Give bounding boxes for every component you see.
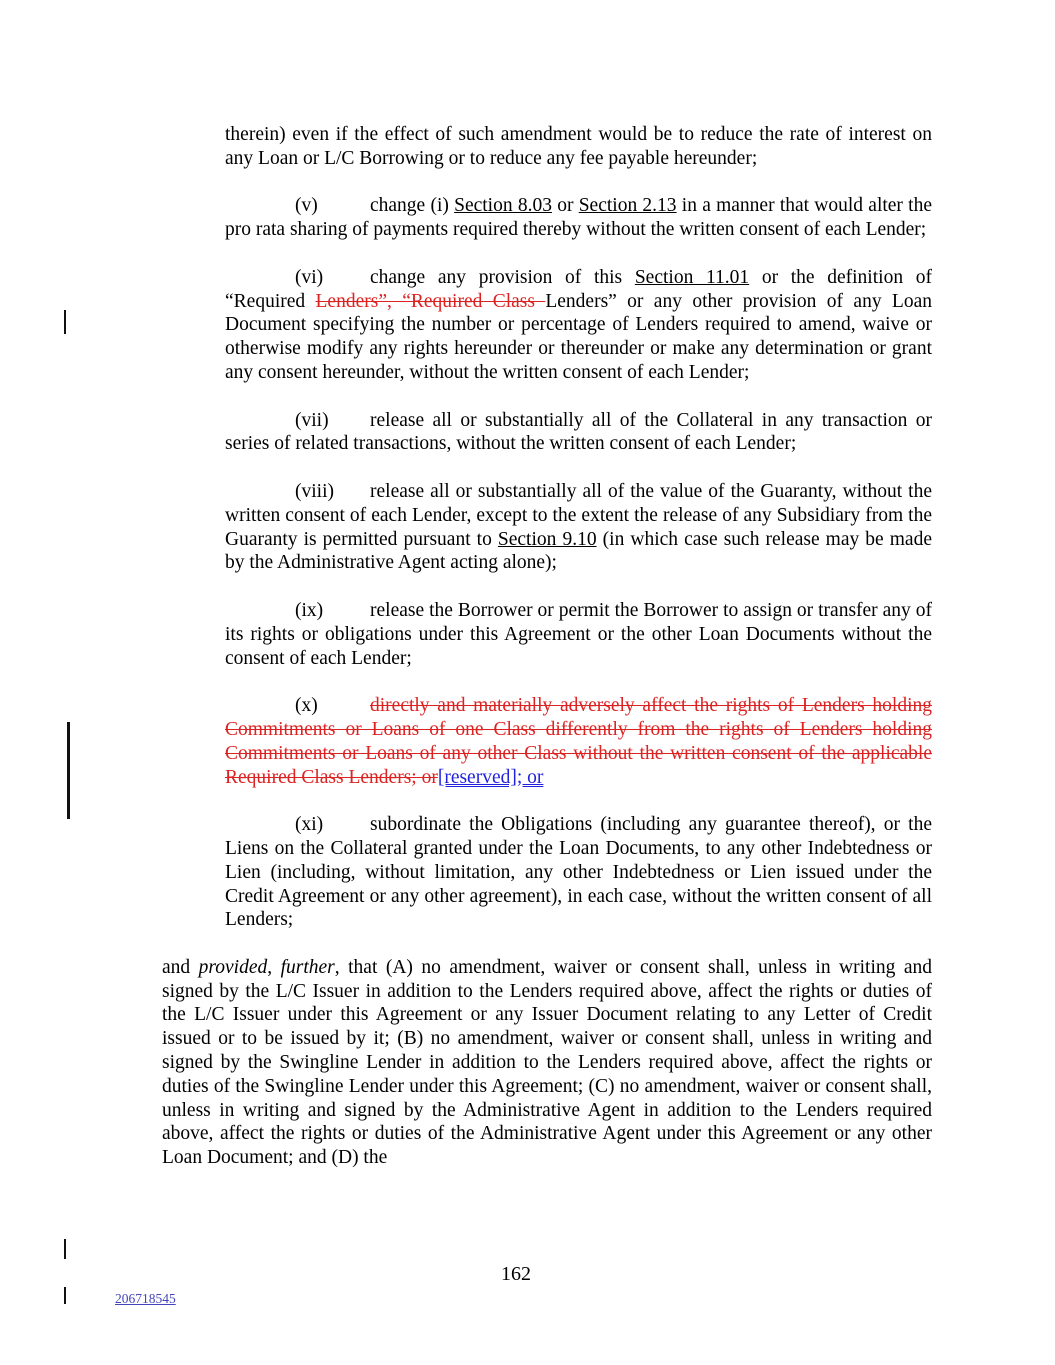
list-marker-vi: (vi) — [295, 266, 324, 288]
paragraph-text: change any provision of this — [370, 266, 635, 288]
paragraph-intro — [225, 123, 932, 171]
list-marker-v: (v) — [295, 195, 318, 217]
paragraph-closing — [162, 956, 932, 1170]
section-reference: Section 2.13 — [578, 195, 677, 217]
paragraph-text: , that (A) no amendment, waiver or consent shall, unless in writing and signed by the L/C Issuer in addition to the Lenders required above, affect the rights or duties of the L/C Issuer under this Agreement or any Issuer Document relating to any Letter of Credit issued or to be issued by it; (B) no amendment, waiver or consent shall, unless in writing and signed by the Swingline Lender in addition to the Lenders required above, affect the rights or duties of the Swingline Lender under this Agreement; (C) no amendment, waiver or consent shall, unless in writing and signed by the Administrative Agent in addition to the Lenders required above, affect the rights or duties of the Administrative Agent under this Agreement or any other Loan Document; and (D) the — [162, 956, 933, 1169]
list-marker-xi: (xi) — [295, 814, 324, 836]
paragraph-text: or the definition of “Required — [225, 266, 932, 312]
section-reference: Section 11.01 — [634, 266, 750, 288]
paragraph-item-viii — [225, 480, 932, 575]
paragraph-text: release all or substantially all of the Collateral in any transaction or series of related transactions, without the written consent of each Lender; — [225, 409, 932, 455]
deleted-text: Lenders”, “Required Class — [315, 290, 546, 312]
paragraph-text: and — [162, 956, 199, 978]
change-bar — [64, 1287, 66, 1304]
page-number: 162 — [501, 1263, 531, 1285]
paragraph-text: release the Borrower or permit the Borrower to assign or transfer any of its rights or obligations under this Agreement or the other Loan Documents without the consent of each Lender; — [225, 599, 932, 669]
change-bar — [64, 1239, 66, 1259]
paragraph-item-vii — [225, 409, 932, 457]
paragraph-item-x — [225, 694, 932, 789]
italic-text: further — [280, 956, 335, 978]
list-marker-viii: (viii) — [295, 480, 334, 502]
paragraph-text: release all or substantially all of the value of the Guaranty, without the written consent of each Lender, except to the extent the release of any Subsidiary from the Guaranty is permitted pursuant to — [225, 480, 932, 550]
italic-text: provided — [198, 956, 268, 978]
deleted-text: directly and materially adversely affect the rights of Lenders holding Commitments or Loans of one Class differently from the rights of Lenders holding Commitments or Loans of any other Class without the written consent of the applicable Required Class Lenders; or — [225, 695, 932, 788]
change-bar — [67, 722, 70, 819]
paragraph-text: change (i) — [370, 195, 455, 217]
paragraph-item-ix — [225, 599, 932, 670]
list-marker-vii: (vii) — [295, 409, 329, 431]
paragraph-item-vi — [225, 266, 932, 385]
paragraph-text: subordinate the Obligations (including any guarantee thereof), or the Liens on the Collateral granted under the Loan Documents, to any other Indebtedness or Lien (including, without limitation, any other Indebtedness or Lien issued under the Credit Agreement or any other agreement), in each case, without the written consent of all Lenders; — [225, 814, 932, 931]
paragraph-item-v — [225, 194, 932, 242]
inserted-text: [reserved]; or — [437, 766, 544, 788]
section-reference: Section 9.10 — [497, 528, 597, 550]
paragraph-text: , — [267, 956, 281, 978]
document-id-stamp: 206718545 — [115, 1291, 176, 1306]
paragraph-text: Lenders” or any other provision of any Loan Document specifying the number or percentage of Lenders required to amend, waive or otherwise modify any rights hereunder or thereunder or make any determination or grant any consent hereunder, without the written consent of each Lender; — [225, 290, 933, 383]
change-bar — [64, 310, 66, 334]
paragraph-text: or — [551, 195, 579, 217]
section-reference: Section 8.03 — [454, 195, 552, 217]
list-marker-x: (x) — [295, 695, 318, 717]
paragraph-item-xi — [225, 813, 932, 932]
paragraph-text: in a manner that would alter the pro rata sharing of payments required thereby without the written consent of each Lender; — [225, 195, 932, 241]
paragraph-text: (in which case such release may be made by the Administrative Agent acting alone); — [225, 528, 932, 574]
list-marker-ix: (ix) — [295, 599, 324, 621]
paragraph-text: therein) even if the effect of such amendment would be to reduce the rate of interest on any Loan or L/C Borrowing or to reduce any fee payable hereunder; — [225, 124, 932, 169]
